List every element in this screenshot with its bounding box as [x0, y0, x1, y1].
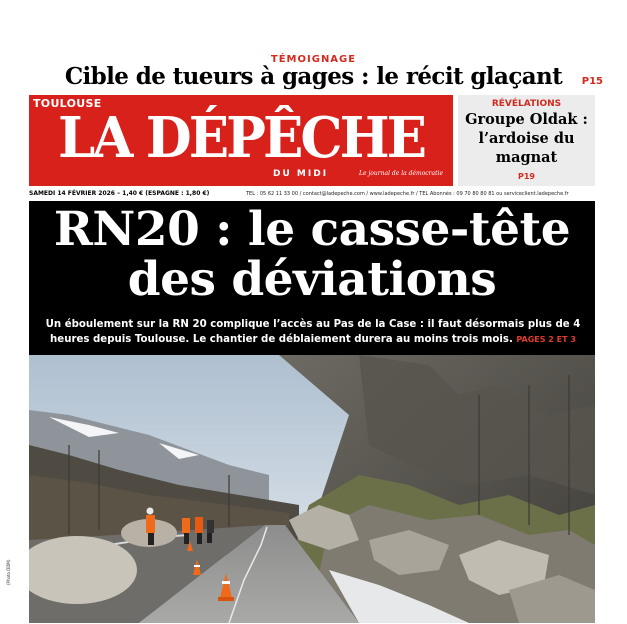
main-story-page-ref: PAGES 2 ET 3: [516, 335, 576, 344]
masthead: [29, 95, 453, 186]
top-story-kicker: TÉMOIGNAGE: [270, 54, 357, 65]
main-standfirst: [43, 317, 583, 347]
main-story-block: [29, 201, 595, 355]
newspaper-tagline: Le journal de la démocratie: [359, 170, 443, 177]
top-story-headline[interactable]: Cible de tueurs à gages : le récit glaçant: [64, 63, 563, 90]
main-standfirst-text: Un éboulement sur la RN 20 complique l’accès au Pas de la Case : il faut désormais plus de 4 heures depuis Toulouse. Le chantier de déblaiement durera au moins trois mois.: [45, 319, 581, 345]
newspaper-title: LA DÉPÊCHE: [57, 105, 425, 171]
contact-line: TEL : 05 62 11 33 00 / contact@ladepeche.com / www.ladepeche.fr / TEL Abonnés : 09 70 80 80 81 ou serviceclient.ladepeche.fr: [246, 191, 569, 197]
edition-label: TOULOUSE: [33, 97, 102, 110]
rockfall-photo: [29, 355, 595, 623]
main-headline[interactable]: RN20 : le casse-tête des déviations: [53, 202, 571, 307]
side-story-page-ref: P19: [518, 172, 535, 181]
side-story-headline: Groupe Oldak : l’ardoise du magnat: [465, 111, 588, 166]
newspaper-subtitle: DU MIDI: [273, 169, 329, 179]
photo-credit: (Photo DDM): [6, 559, 11, 585]
side-story-panel[interactable]: [458, 95, 595, 186]
side-story-kicker: RÉVÉLATIONS: [491, 99, 562, 109]
date-price-line: SAMEDI 14 FÉVRIER 2026 – 1,40 € (ESPAGNE : 1,80 €): [29, 190, 210, 197]
top-story-page-ref: P15: [581, 76, 603, 87]
